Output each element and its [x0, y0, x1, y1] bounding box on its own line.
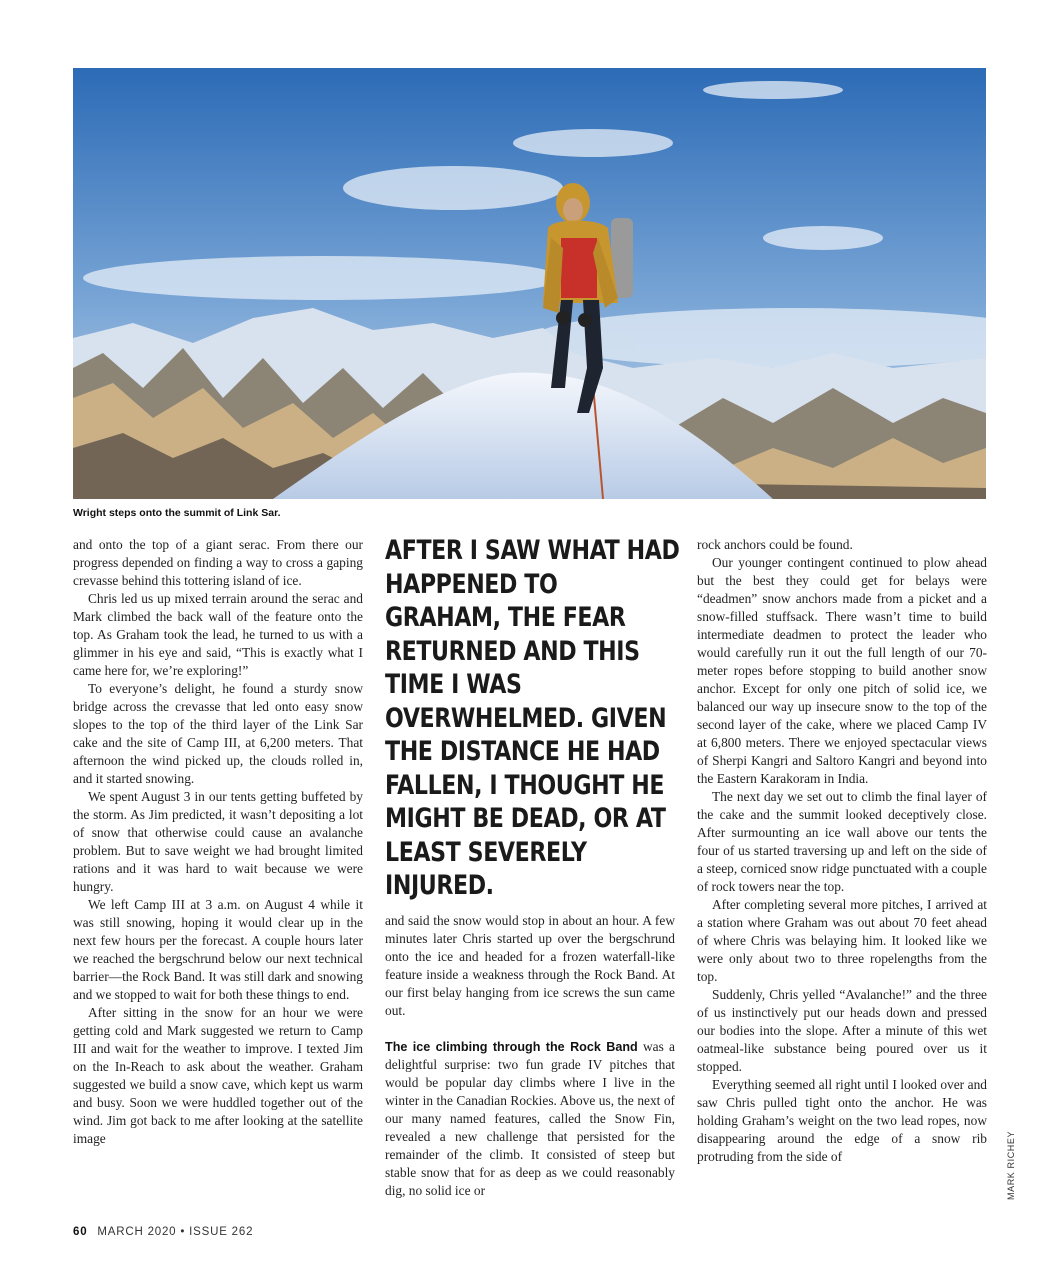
paragraph [385, 1038, 675, 1200]
page-number: 60 [73, 1226, 88, 1238]
article-column-3 [697, 536, 987, 1166]
section-break [385, 1020, 675, 1038]
paragraph-text: was a delightful surprise: two fun grade IV pitches that would be popular day climbs where I live in the winter in the Canadian Rockies. Above us, the next of our many named features, called the Snow Fin, revealed a new challenge that persisted for the remainder of the climb. It consisted of steep but stable snow that for as deep as we could reasonably dig, no solid ice or [385, 1039, 675, 1198]
paragraph: After sitting in the snow for an hour we were getting cold and Mark suggested we return to Camp III and wait for the weather to improve. I texted Jim on the In-Reach to ask about the weather. Graham suggested we build a snow cave, which kept us warm and busy. Soon we were huddled together out of the wind. Jim got back to me after looking at the satellite image [73, 1005, 363, 1146]
paragraph: Suddenly, Chris yelled “Avalanche!” and the three of us instinctively put our heads down and pressed our bodies into the slope. After a minute of this wet oatmeal-like substance being poured over us it stopped. [697, 987, 987, 1074]
paragraph: We left Camp III at 3 a.m. on August 4 while it was still snowing, hoping it would clear up in the next few hours per the forecast. A couple hours later we reached the bergschrund below our next technical barrier—the Rock Band. It was still dark and snowing and we stopped to wait for both these things to end. [73, 897, 363, 1002]
summit-photo [73, 68, 986, 499]
paragraph: We spent August 3 in our tents getting buffeted by the storm. As Jim predicted, it wasn’t depositing a lot of snow that otherwise could cause an avalanche problem. But to save weight we had brought limited rations and it was hard to wait because we were hungry. [73, 789, 363, 894]
paragraph: Everything seemed all right until I looked over and saw Chris pulled tight onto the anchor. He was holding Graham’s weight on the two lead ropes, now disappearing around the edge of a snow rib protruding from the side of [697, 1077, 987, 1164]
paragraph-lead-in: The ice climbing through the Rock Band [385, 1040, 638, 1054]
article-column-1 [73, 536, 363, 1148]
paragraph: To everyone’s delight, he found a sturdy snow bridge across the crevasse that led onto easy snow slopes to the top of the third layer of the Link Sar cake and the site of Camp III, at 6,200 meters. That afternoon the wind picked up, the clouds rolled in, and it started snowing. [73, 681, 363, 786]
issue-info: MARCH 2020 • ISSUE 262 [97, 1226, 254, 1238]
photo-caption: Wright steps onto the summit of Link Sar. [73, 507, 281, 519]
paragraph: rock anchors could be found. [697, 537, 853, 552]
paragraph: After completing several more pitches, I arrived at a station where Graham was out about 70 feet ahead of where Chris was belaying him. It looked like we were only about two to three ropelengths from the top. [697, 897, 987, 984]
summit-photo-illustration [73, 68, 986, 499]
paragraph: Chris led us up mixed terrain around the serac and Mark climbed the back wall of the feature onto the top. As Graham took the lead, he turned to us with a glimmer in his eye and said, “This is exactly what I came here for, we’re exploring!” [73, 591, 363, 678]
paragraph: and said the snow would stop in about an hour. A few minutes later Chris started up over the bergschrund onto the ice and headed for a frozen waterfall-like feature inside a weakness through the Rock Band. At our first belay hanging from ice screws the sun came out. [385, 913, 675, 1018]
page-footer [73, 1226, 253, 1238]
photo-credit: MARK RICHEY [1006, 1130, 1016, 1200]
paragraph: and onto the top of a giant serac. From there our progress depended on finding a way to cross a gaping crevasse behind this tottering island of ice. [73, 537, 363, 588]
pull-quote: AFTER I SAW WHAT HAD HAPPENED TO GRAHAM, THE FEAR RETURNED AND THIS TIME I WAS OVERWHELMED. GIVEN THE DISTANCE HE HAD FALLEN, I THOUGHT HE MIGHT BE DEAD, OR AT LEAST SEVERELY INJURED. [385, 535, 680, 901]
paragraph: Our younger contingent continued to plow ahead but the best they could get for belays were “deadmen” snow anchors made from a picket and a snow-filled stuffsack. There wasn’t time to build intermediate deadmen to protect the leader who would carefully run it out the full length of our 70-meter ropes before stopping to build another snow anchor. Except for only one pitch of solid ice, we balanced our way up insecure snow to the top of the second layer of the cake, where we placed Camp IV at 6,800 meters. There we enjoyed spectacular views of Sherpi Kangri and Saltoro Kangri and beyond into the Eastern Karakoram in India. [697, 555, 987, 786]
article-column-2 [385, 912, 675, 1200]
paragraph: The next day we set out to climb the final layer of the cake and the summit looked deceptively close. After surmounting an ice wall above our tents the four of us started traversing up and left on the side of a steep, corniced snow ridge punctuated with a couple of rock towers near the top. [697, 789, 987, 894]
